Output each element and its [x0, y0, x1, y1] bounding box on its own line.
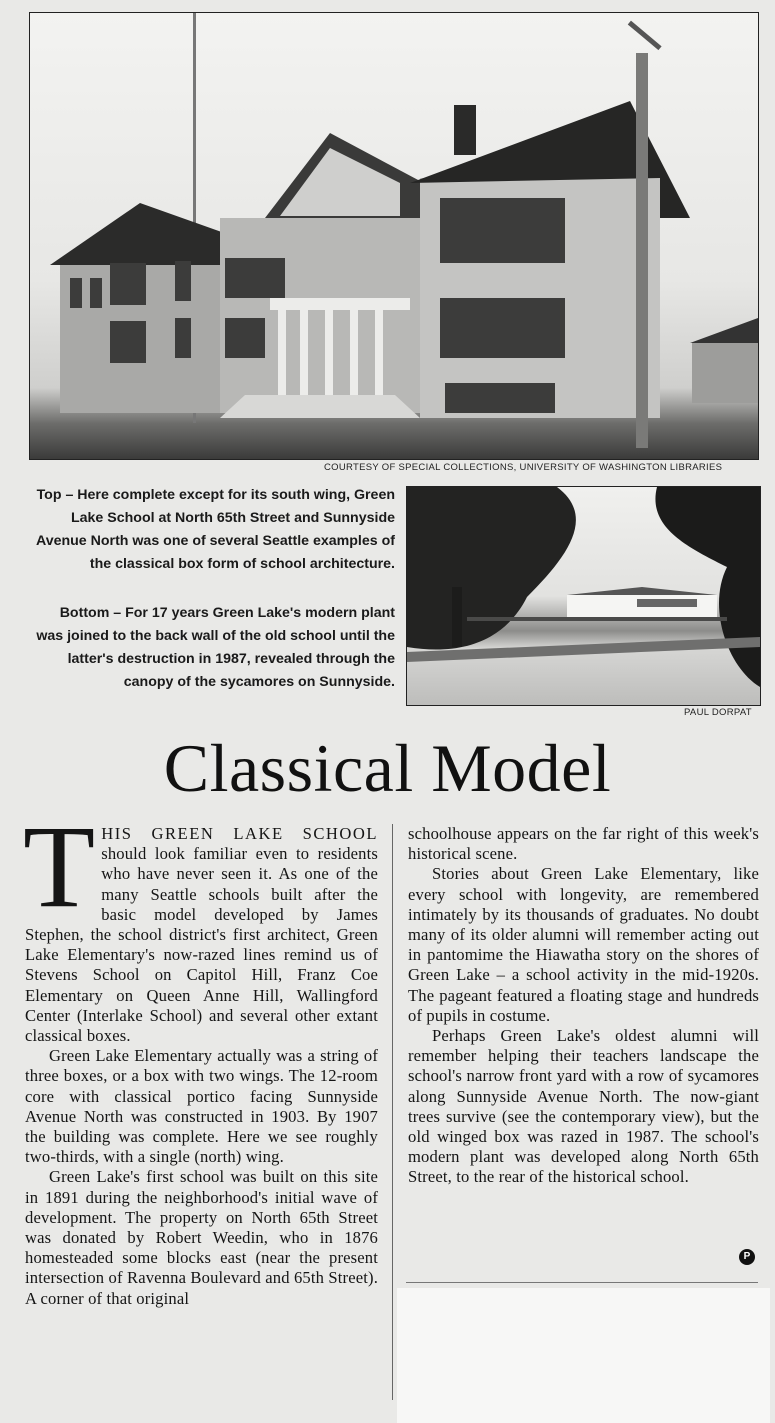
- contemporary-school-photo: [406, 486, 761, 706]
- column-divider: [392, 824, 393, 1400]
- top-photo-caption: Top – Here complete except for its south wing, Green Lake School at North 65th Street and Sunnyside Avenue North was one of several Seattle examples of the classical box form of school architecture.: [35, 487, 395, 572]
- paragraph-3-continued: schoolhouse appears on the far right of this week's historical scene.: [408, 824, 759, 864]
- bottom-photo-credit: PAUL DORPAT: [684, 707, 752, 718]
- trees-and-modern-school-illustration: [407, 487, 760, 705]
- lead-in-caps: HIS GREEN LAKE SCHOOL: [101, 824, 378, 843]
- paragraph-2: Green Lake Elementary actually was a string of three boxes, or a box with two wings. The 12-room core with classical portico facing Sunnyside Avenue North was constructed in 1903. By 1907 the building was complete. Here we see roughly two-thirds, with a single (north) wing.: [25, 1046, 378, 1167]
- article-headline: Classical Model: [163, 730, 612, 806]
- drop-cap: T: [23, 801, 96, 932]
- school-building-illustration: [30, 13, 758, 459]
- article-column-2: [408, 824, 759, 1188]
- paragraph-5: Perhaps Green Lake's oldest alumni will remember helping their teachers landscape the school's narrow front yard with a row of sycamores along Sunnyside Avenue North. The now-giant trees survive (see the contemporary view), but the old winged box was razed in 1987. The school's modern plant was developed along North 65th Street, to the rear of the historical school.: [408, 1026, 759, 1187]
- end-of-article-icon: P: [739, 1249, 755, 1265]
- top-photo-credit: COURTESY OF SPECIAL COLLECTIONS, UNIVERSITY OF WASHINGTON LIBRARIES: [324, 462, 723, 473]
- faded-box: [397, 1288, 770, 1423]
- historical-school-photo: [29, 12, 759, 460]
- bottom-photo-caption: Bottom – For 17 years Green Lake's modern plant was joined to the back wall of the old school until the latter's destruction in 1987, revealed through the canopy of the sycamores on Sunnyside.: [36, 605, 395, 690]
- article-column-1: [23, 801, 378, 1309]
- paragraph-3: Green Lake's first school was built on this site in 1891 during the neighborhood's initial wave of development. The property on North 65th Street was donated by Robert Weedin, who in 1876 homesteaded some blocks east (near the present intersection of Ravenna Boulevard and 65th Street). A corner of that original: [25, 1167, 378, 1308]
- paragraph-1-text: should look familiar even to residents who have never seen it. As one of the many Seattle schools built after the basic model developed by James Stephen, the school district's first architect, Green Lake Elementary's now-razed lines remind us of Stevens School on Capitol Hill, Franz Coe Elementary on Queen Anne Hill, Wallingford Center (Interlake School) and several other extant classical boxes.: [25, 844, 378, 1046]
- paragraph-4: Stories about Green Lake Elementary, like every school with longevity, are remembered intimately by its thousands of graduates. No doubt many of its older alumni will remember acting out in pantomime the Hiawatha story on the shores of Green Lake – a school activity in the mid-1920s. The pageant featured a floating stage and hundreds of pupils in costume.: [408, 864, 759, 1025]
- paragraph-1: [23, 801, 378, 1046]
- end-divider: [406, 1282, 758, 1283]
